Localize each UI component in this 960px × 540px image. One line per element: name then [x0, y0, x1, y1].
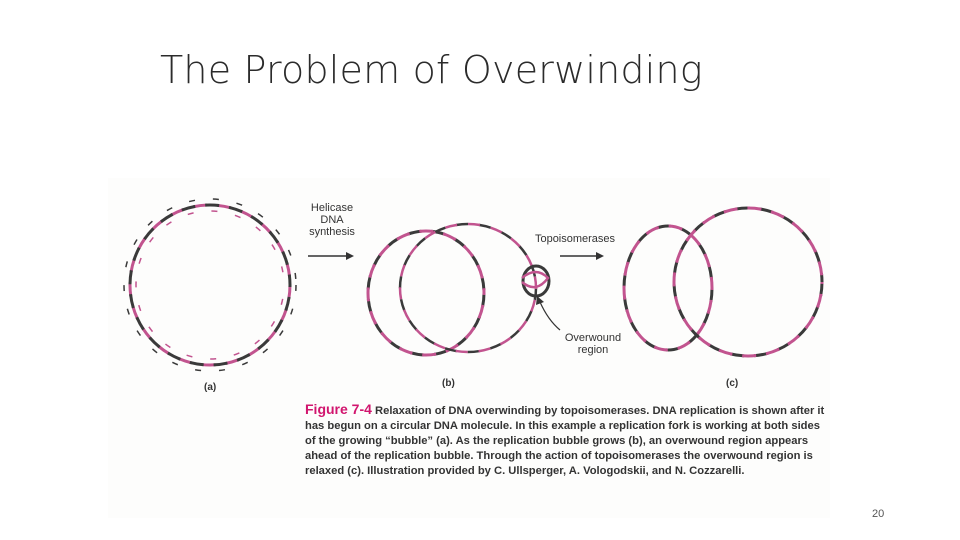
caption-text: Relaxation of DNA overwinding by topoisomerases. DNA replication is shown after it has begun on a circular DNA molecule. In this example a replication fork is working at both sides of the growing “bubble” (a). As the replication bubble grows (b), an overwound region appears ahead of the replication bubble. Through the action of topoisomerases the overwound region is relaxed (c). Illustration provided by C. Ullsperger, A. Vologodskii, and N. Cozzarelli. — [305, 405, 825, 477]
figure-number: Figure 7-4 — [305, 401, 372, 417]
dna-figure-image — [108, 178, 830, 518]
topoisomerases-label: Topoisomerases — [534, 233, 616, 245]
overwound-pointer — [536, 296, 560, 330]
figure-caption — [305, 402, 825, 479]
panel-a-circle — [124, 199, 296, 371]
page-number: 20 — [872, 508, 885, 520]
overwound-label: Overwound region — [564, 332, 622, 356]
helicase-label: Helicase DNA synthesis — [309, 202, 355, 238]
arrow-topoisomerases — [560, 252, 604, 260]
panel-c-molecule — [624, 208, 822, 356]
panel-c-label: (c) — [726, 378, 739, 389]
panel-b-label: (b) — [442, 378, 455, 389]
panel-a-label: (a) — [204, 382, 217, 393]
arrow-helicase — [308, 252, 354, 260]
slide-title: The Problem of Overwinding — [160, 48, 703, 92]
